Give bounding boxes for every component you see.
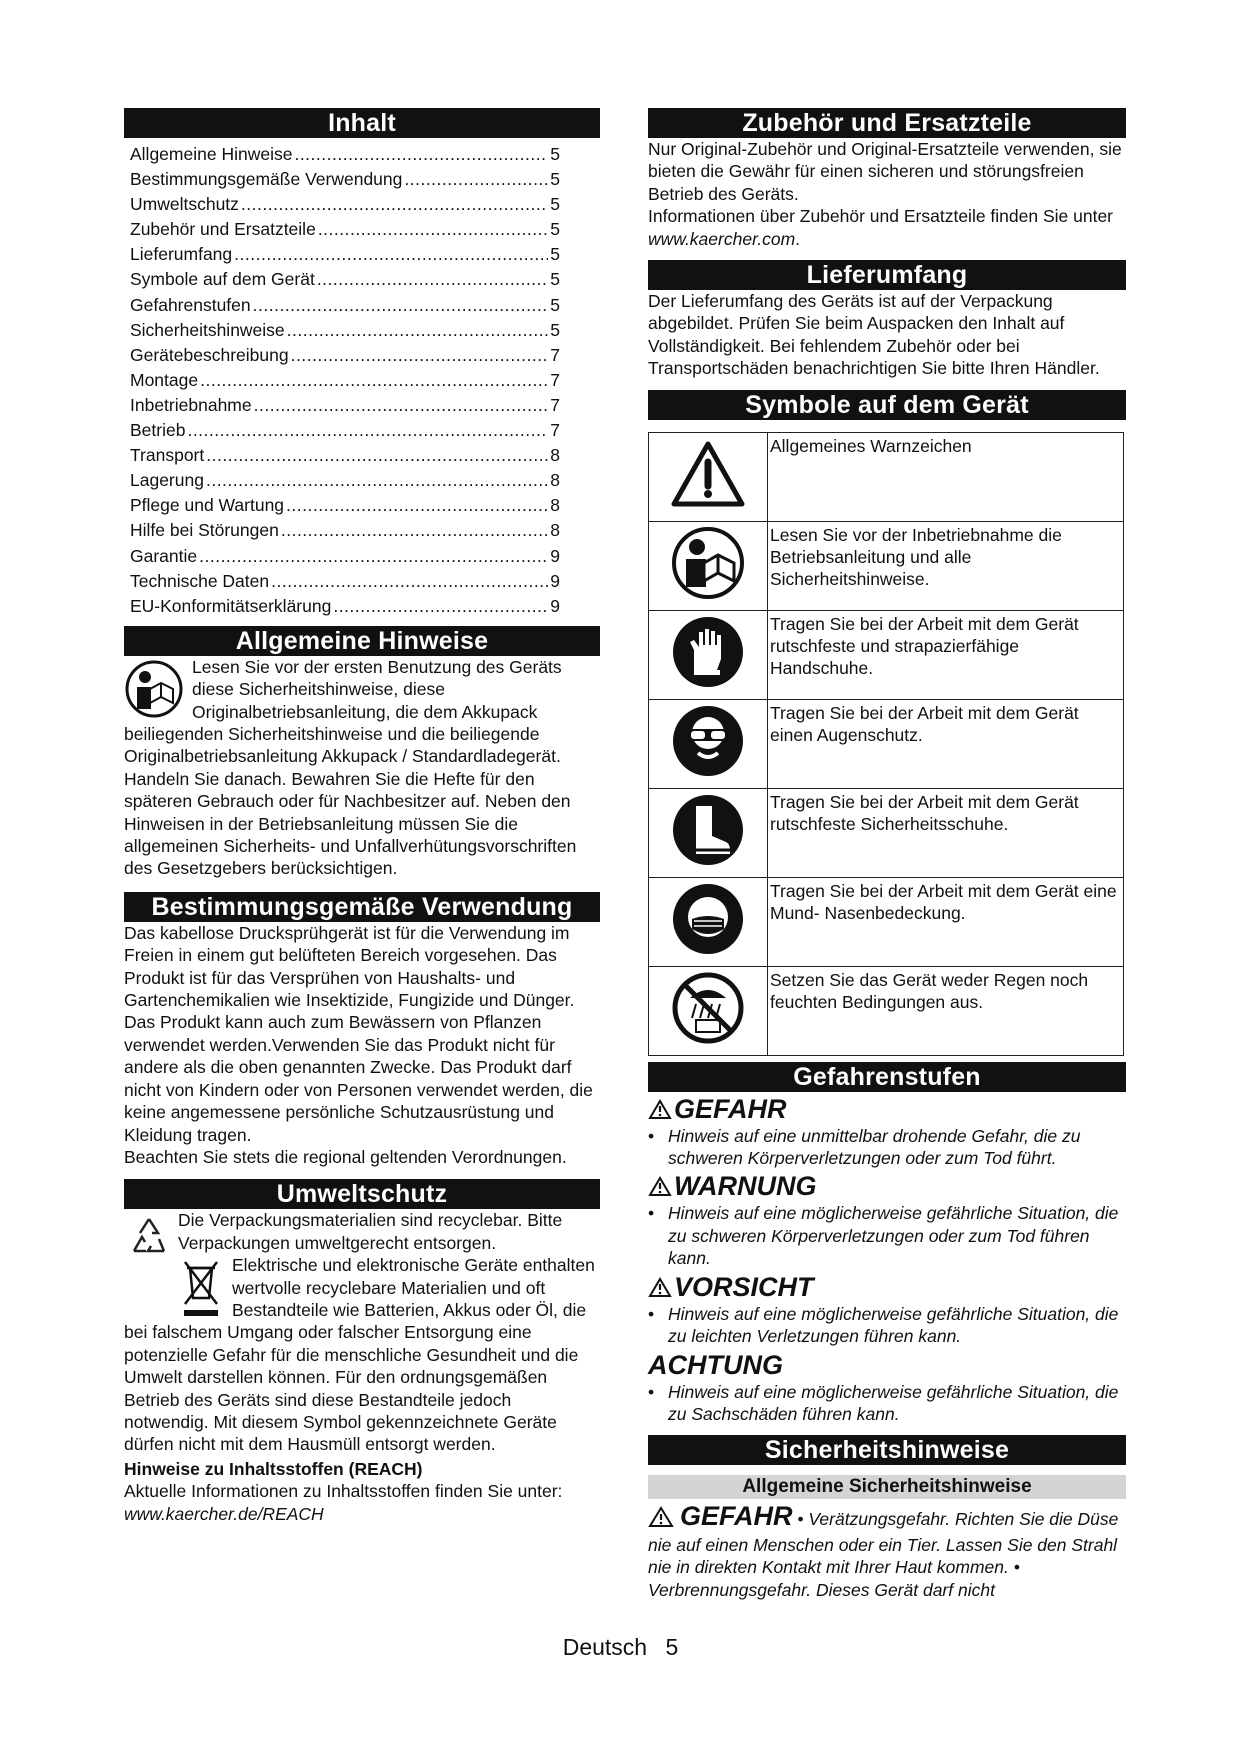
toc-leader-dots — [404, 167, 548, 192]
toc-leader-dots — [318, 217, 548, 242]
reach-title: Hinweise zu Inhaltsstoffen (REACH) — [124, 1458, 423, 1479]
safety-title: Sicherheitshinweise — [648, 1435, 1126, 1465]
toc-entry-label: Allgemeine Hinweise — [130, 144, 293, 164]
eye-protection-icon — [670, 766, 746, 783]
toc-entry[interactable] — [130, 594, 560, 619]
right-column — [648, 108, 1126, 1601]
danger-levels-list — [648, 1094, 1126, 1426]
safety-danger-label: GEFAHR — [680, 1501, 793, 1532]
page-footer — [0, 1634, 1241, 1661]
toc-entry-page: 5 — [550, 294, 560, 315]
toc-entry-page: 7 — [550, 369, 560, 390]
warning-triangle-icon — [648, 1099, 674, 1120]
toc-entry-label: Lagerung — [130, 470, 204, 491]
danger-level-description: • Hinweis auf eine möglicherweise gefährliche Situation, die zu schweren Körperverletzungen oder zum Tod führen kann. — [648, 1202, 1126, 1269]
general-text: Lesen Sie vor der ersten Benutzung des Geräts diese Sicherheitshinweise, diese Originalbetriebsanleitung, die dem Akkupack beiliegenden Sicherheitshinweise und die beiliegende Originalbetriebsanleitung Akkupack / Standardladegerät. Handeln Sie danach. Bewahren Sie die Hefte für den späteren Gebrauch oder für Nachbesitzer auf. Neben den Hinweisen in der Betriebsanleitung müssen Sie die allgemeinen Sicherheits- und Unfallverhütungsvorschriften des Gesetzgebers berücksichtigen. — [124, 656, 577, 879]
toc-entry-label: Inbetriebnahme — [130, 394, 252, 415]
intended-use-title: Bestimmungsgemäße Verwendung — [124, 892, 600, 922]
packaging-text: Die Verpackungsmaterialien sind recyclebar. Bitte Verpackungen umweltgerecht entsorgen. — [178, 1210, 563, 1253]
toc-leader-dots — [333, 594, 548, 619]
toc-entry-label: Gefahrenstufen — [130, 294, 251, 315]
toc-entry-page: 7 — [550, 394, 560, 415]
toc-entry-page: 5 — [550, 144, 560, 164]
weee-text: Elektrische und elektronische Geräte enthalten wertvolle recyclebare Materialien und oft Bestandteile wie Batterien, Akkus oder Öl, die bei falschem Umgang oder falscher Entsorgung eine potenzielle Gefahr für die menschliche Gesundheit und die Umwelt darstellen können. Für den ordnungsgemäßen Betrieb des Geräts sind diese Bestandteile jedoch notwendig. Mit diesem Symbol gekennzeichnete Geräte dürfen nicht mit dem Hausmüll entsorgt werden. — [124, 1255, 595, 1455]
toc-leader-dots — [206, 468, 548, 493]
no-rain-icon — [670, 1033, 746, 1050]
general-section — [124, 656, 600, 880]
toc-leader-dots — [317, 267, 548, 292]
symbol-description: Lesen Sie vor der Inbetriebnahme die Betriebsanleitung und alle Sicherheitshinweise. — [768, 521, 1124, 610]
toc-entry-page: 5 — [550, 319, 560, 340]
danger-level-label: GEFAHR — [674, 1093, 787, 1124]
danger-level-label: ACHTUNG — [648, 1349, 783, 1380]
toc-entry[interactable] — [130, 493, 560, 518]
symbol-row — [649, 966, 1124, 1055]
warning-triangle-icon — [670, 495, 746, 512]
danger-level-description: • Hinweis auf eine möglicherweise gefährliche Situation, die zu leichten Verletzungen führen kann. — [648, 1303, 1126, 1348]
danger-level-heading — [648, 1171, 1126, 1202]
toc-entry-page: 8 — [550, 520, 560, 541]
toc-entry-page: 8 — [550, 495, 560, 516]
toc-entry[interactable] — [130, 293, 560, 318]
toc-entry-label: Lieferumfang — [130, 244, 233, 265]
warning-triangle-icon — [648, 1506, 674, 1533]
toc-entry[interactable] — [130, 393, 560, 418]
toc-entry[interactable] — [130, 267, 560, 292]
symbol-row — [649, 877, 1124, 966]
danger-level-description: • Hinweis auf eine unmittelbar drohende Gefahr, die zu schweren Körperverletzungen oder zum Tod führt. — [648, 1125, 1126, 1170]
read-manual-icon — [124, 659, 184, 719]
toc-entry-page: 5 — [550, 219, 560, 240]
general-title: Allgemeine Hinweise — [124, 626, 600, 656]
toc-entry[interactable] — [130, 443, 560, 468]
warning-triangle-icon — [648, 1277, 674, 1298]
symbol-description: Tragen Sie bei der Arbeit mit dem Gerät rutschfeste und strapazierfähige Handschuhe. — [768, 610, 1124, 699]
toc-entry-page: 8 — [550, 470, 560, 491]
toc-leader-dots — [234, 242, 548, 267]
symbols-title: Symbole auf dem Gerät — [648, 390, 1126, 420]
toc-entry-label: Symbole auf dem Gerät — [130, 269, 315, 290]
toc-entry[interactable] — [130, 518, 560, 543]
gloves-icon — [670, 677, 746, 694]
toc-entry-label: Garantie — [130, 545, 198, 566]
scope-text: Der Lieferumfang des Geräts ist auf der Verpackung abgebildet. Prüfen Sie beim Auspacken den Inhalt auf Vollständigkeit. Bei fehlendem Zubehör oder bei Transportschäden benachrichtigen Sie bitte Ihren Händler. — [648, 291, 1100, 379]
toc-leader-dots — [294, 142, 548, 167]
toc-entry-label: Zubehör und Ersatzteile — [130, 219, 316, 240]
symbol-description: Allgemeines Warnzeichen — [768, 432, 1124, 521]
symbol-icon-cell — [649, 610, 768, 699]
toc-entry[interactable] — [130, 192, 560, 217]
toc-entry-page: 5 — [550, 269, 560, 290]
toc-entry-label: Gerätebeschreibung — [130, 344, 289, 365]
symbol-icon-cell — [649, 521, 768, 610]
danger-level-description: • Hinweis auf eine möglicherweise gefährliche Situation, die zu Sachschäden führen kann. — [648, 1381, 1126, 1426]
toc-entry-label: Hilfe bei Störungen — [130, 520, 279, 541]
toc-leader-dots — [253, 293, 549, 318]
toc-entry-label: Pflege und Wartung — [130, 495, 285, 516]
reach-link[interactable]: www.kaercher.de/REACH — [124, 1503, 324, 1524]
accessories-text: Nur Original-Zubehör und Original-Ersatzteile verwenden, sie bieten die Gewähr für einen sicheren und störungsfreien Betrieb des Geräts. — [648, 139, 1122, 204]
face-mask-icon — [670, 944, 746, 961]
toc-leader-dots — [271, 569, 548, 594]
toc-entry-page: 5 — [550, 169, 560, 190]
toc-entry[interactable] — [130, 418, 560, 443]
recycling-icon — [128, 1215, 170, 1257]
symbol-icon-cell — [649, 966, 768, 1055]
toc-entry-label: Betrieb — [130, 420, 186, 441]
toc-title: Inhalt — [124, 108, 600, 138]
table-of-contents — [124, 142, 600, 619]
left-column — [124, 108, 600, 1525]
environment-section — [124, 1209, 600, 1455]
toc-entry-page: 8 — [550, 445, 560, 466]
symbol-description: Tragen Sie bei der Arbeit mit dem Gerät eine Mund- Nasenbedeckung. — [768, 877, 1124, 966]
danger-level-heading — [648, 1272, 1126, 1303]
intended-use-note: Beachten Sie stets die regional geltenden Verordnungen. — [124, 1146, 567, 1167]
symbol-description: Tragen Sie bei der Arbeit mit dem Gerät rutschfeste Sicherheitsschuhe. — [768, 788, 1124, 877]
symbol-row — [649, 610, 1124, 699]
toc-entry[interactable] — [130, 242, 560, 267]
kaercher-link[interactable]: www.kaercher.com — [648, 228, 796, 249]
toc-entry[interactable] — [130, 368, 560, 393]
danger-level-label: VORSICHT — [674, 1271, 814, 1302]
safety-text: GEFAHR • Verätzungsgefahr. Richten Sie die Düse nie auf einen Menschen oder ein Tier. Lassen Sie den Strahl nie in direkten Kontakt mit Ihrer Haut kommen. • Verbrennungsgefahr. Dieses Gerät darf nicht — [648, 1501, 1119, 1600]
toc-entry-label: Technische Daten — [130, 570, 270, 591]
weee-bin-icon — [182, 1258, 220, 1318]
toc-entry[interactable] — [130, 569, 560, 594]
environment-title: Umweltschutz — [124, 1179, 600, 1209]
toc-leader-dots — [200, 368, 548, 393]
toc-entry-page: 5 — [550, 194, 560, 215]
symbol-icon-cell — [649, 877, 768, 966]
accessories-info: Informationen über Zubehör und Ersatzteile finden Sie unter www.kaercher.com. — [648, 206, 1114, 249]
toc-entry-page: 9 — [550, 595, 560, 616]
danger-level-label: WARNUNG — [674, 1171, 817, 1202]
toc-entry-label: Montage — [130, 369, 199, 390]
toc-entry-page: 7 — [550, 420, 560, 441]
symbol-description: Setzen Sie das Gerät weder Regen noch feuchten Bedingungen aus. — [768, 966, 1124, 1055]
symbol-description: Tragen Sie bei der Arbeit mit dem Gerät einen Augenschutz. — [768, 699, 1124, 788]
symbol-row — [649, 788, 1124, 877]
toc-entry-label: EU-Konformitätserklärung — [130, 595, 332, 616]
symbols-table — [648, 432, 1124, 1056]
toc-leader-dots — [199, 544, 548, 569]
toc-leader-dots — [241, 192, 548, 217]
toc-entry[interactable] — [130, 167, 560, 192]
toc-entry-page: 5 — [550, 244, 560, 265]
read-manual-icon — [670, 588, 746, 605]
toc-entry-label: Umweltschutz — [130, 194, 239, 215]
toc-leader-dots — [187, 418, 548, 443]
reach-text: Aktuelle Informationen zu Inhaltsstoffen finden Sie unter: www.kaercher.de/REACH — [124, 1481, 563, 1524]
symbol-row — [649, 521, 1124, 610]
toc-leader-dots — [206, 443, 548, 468]
toc-entry[interactable] — [130, 468, 560, 493]
toc-entry-page: 9 — [550, 545, 560, 566]
toc-entry-label: Bestimmungsgemäße Verwendung — [130, 169, 403, 190]
danger-level-heading — [648, 1350, 1126, 1381]
toc-entry[interactable] — [130, 544, 560, 569]
page-number: 5 — [665, 1634, 679, 1660]
warning-triangle-icon — [648, 1176, 674, 1197]
toc-leader-dots — [287, 318, 549, 343]
symbol-icon-cell — [649, 788, 768, 877]
safety-subtitle: Allgemeine Sicherheitshinweise — [648, 1475, 1126, 1499]
toc-entry-label: Transport — [130, 445, 205, 466]
symbol-row — [649, 432, 1124, 521]
symbol-icon-cell — [649, 432, 768, 521]
symbol-icon-cell — [649, 699, 768, 788]
symbol-row — [649, 699, 1124, 788]
scope-title: Lieferumfang — [648, 260, 1126, 290]
toc-leader-dots — [281, 518, 548, 543]
toc-entry[interactable] — [130, 343, 560, 368]
toc-entry[interactable] — [130, 318, 560, 343]
toc-entry-page: 9 — [550, 570, 560, 591]
danger-levels-title: Gefahrenstufen — [648, 1062, 1126, 1092]
toc-entry-label: Sicherheitshinweise — [130, 319, 285, 340]
accessories-title: Zubehör und Ersatzteile — [648, 108, 1126, 138]
toc-entry-page: 7 — [550, 344, 560, 365]
toc-leader-dots — [291, 343, 549, 368]
footer-language: Deutsch — [562, 1634, 648, 1660]
toc-leader-dots — [254, 393, 549, 418]
danger-level-heading — [648, 1094, 1126, 1125]
toc-entry[interactable] — [130, 142, 560, 167]
toc-leader-dots — [286, 493, 548, 518]
intended-use-text: Das kabellose Drucksprühgerät ist für die Verwendung im Freien in einem gut belüfteten Bereich vorgesehen. Das Produkt ist für das Versprühen von Haushalts- und Gartenchemikalien wie Insektizide, Fungizide und Dünger. Das Produkt kann auch zum Bewässern von Pflanzen verwendet werden.Verwenden Sie das Produkt nicht für andere als die oben genannten Zwecke. Das Produkt darf nicht von Kindern oder von Personen verwendet werden, die keine angemessene persönliche Schutzausrüstung und Kleidung tragen. — [124, 922, 593, 1145]
toc-entry[interactable] — [130, 217, 560, 242]
safety-boot-icon — [670, 855, 746, 872]
